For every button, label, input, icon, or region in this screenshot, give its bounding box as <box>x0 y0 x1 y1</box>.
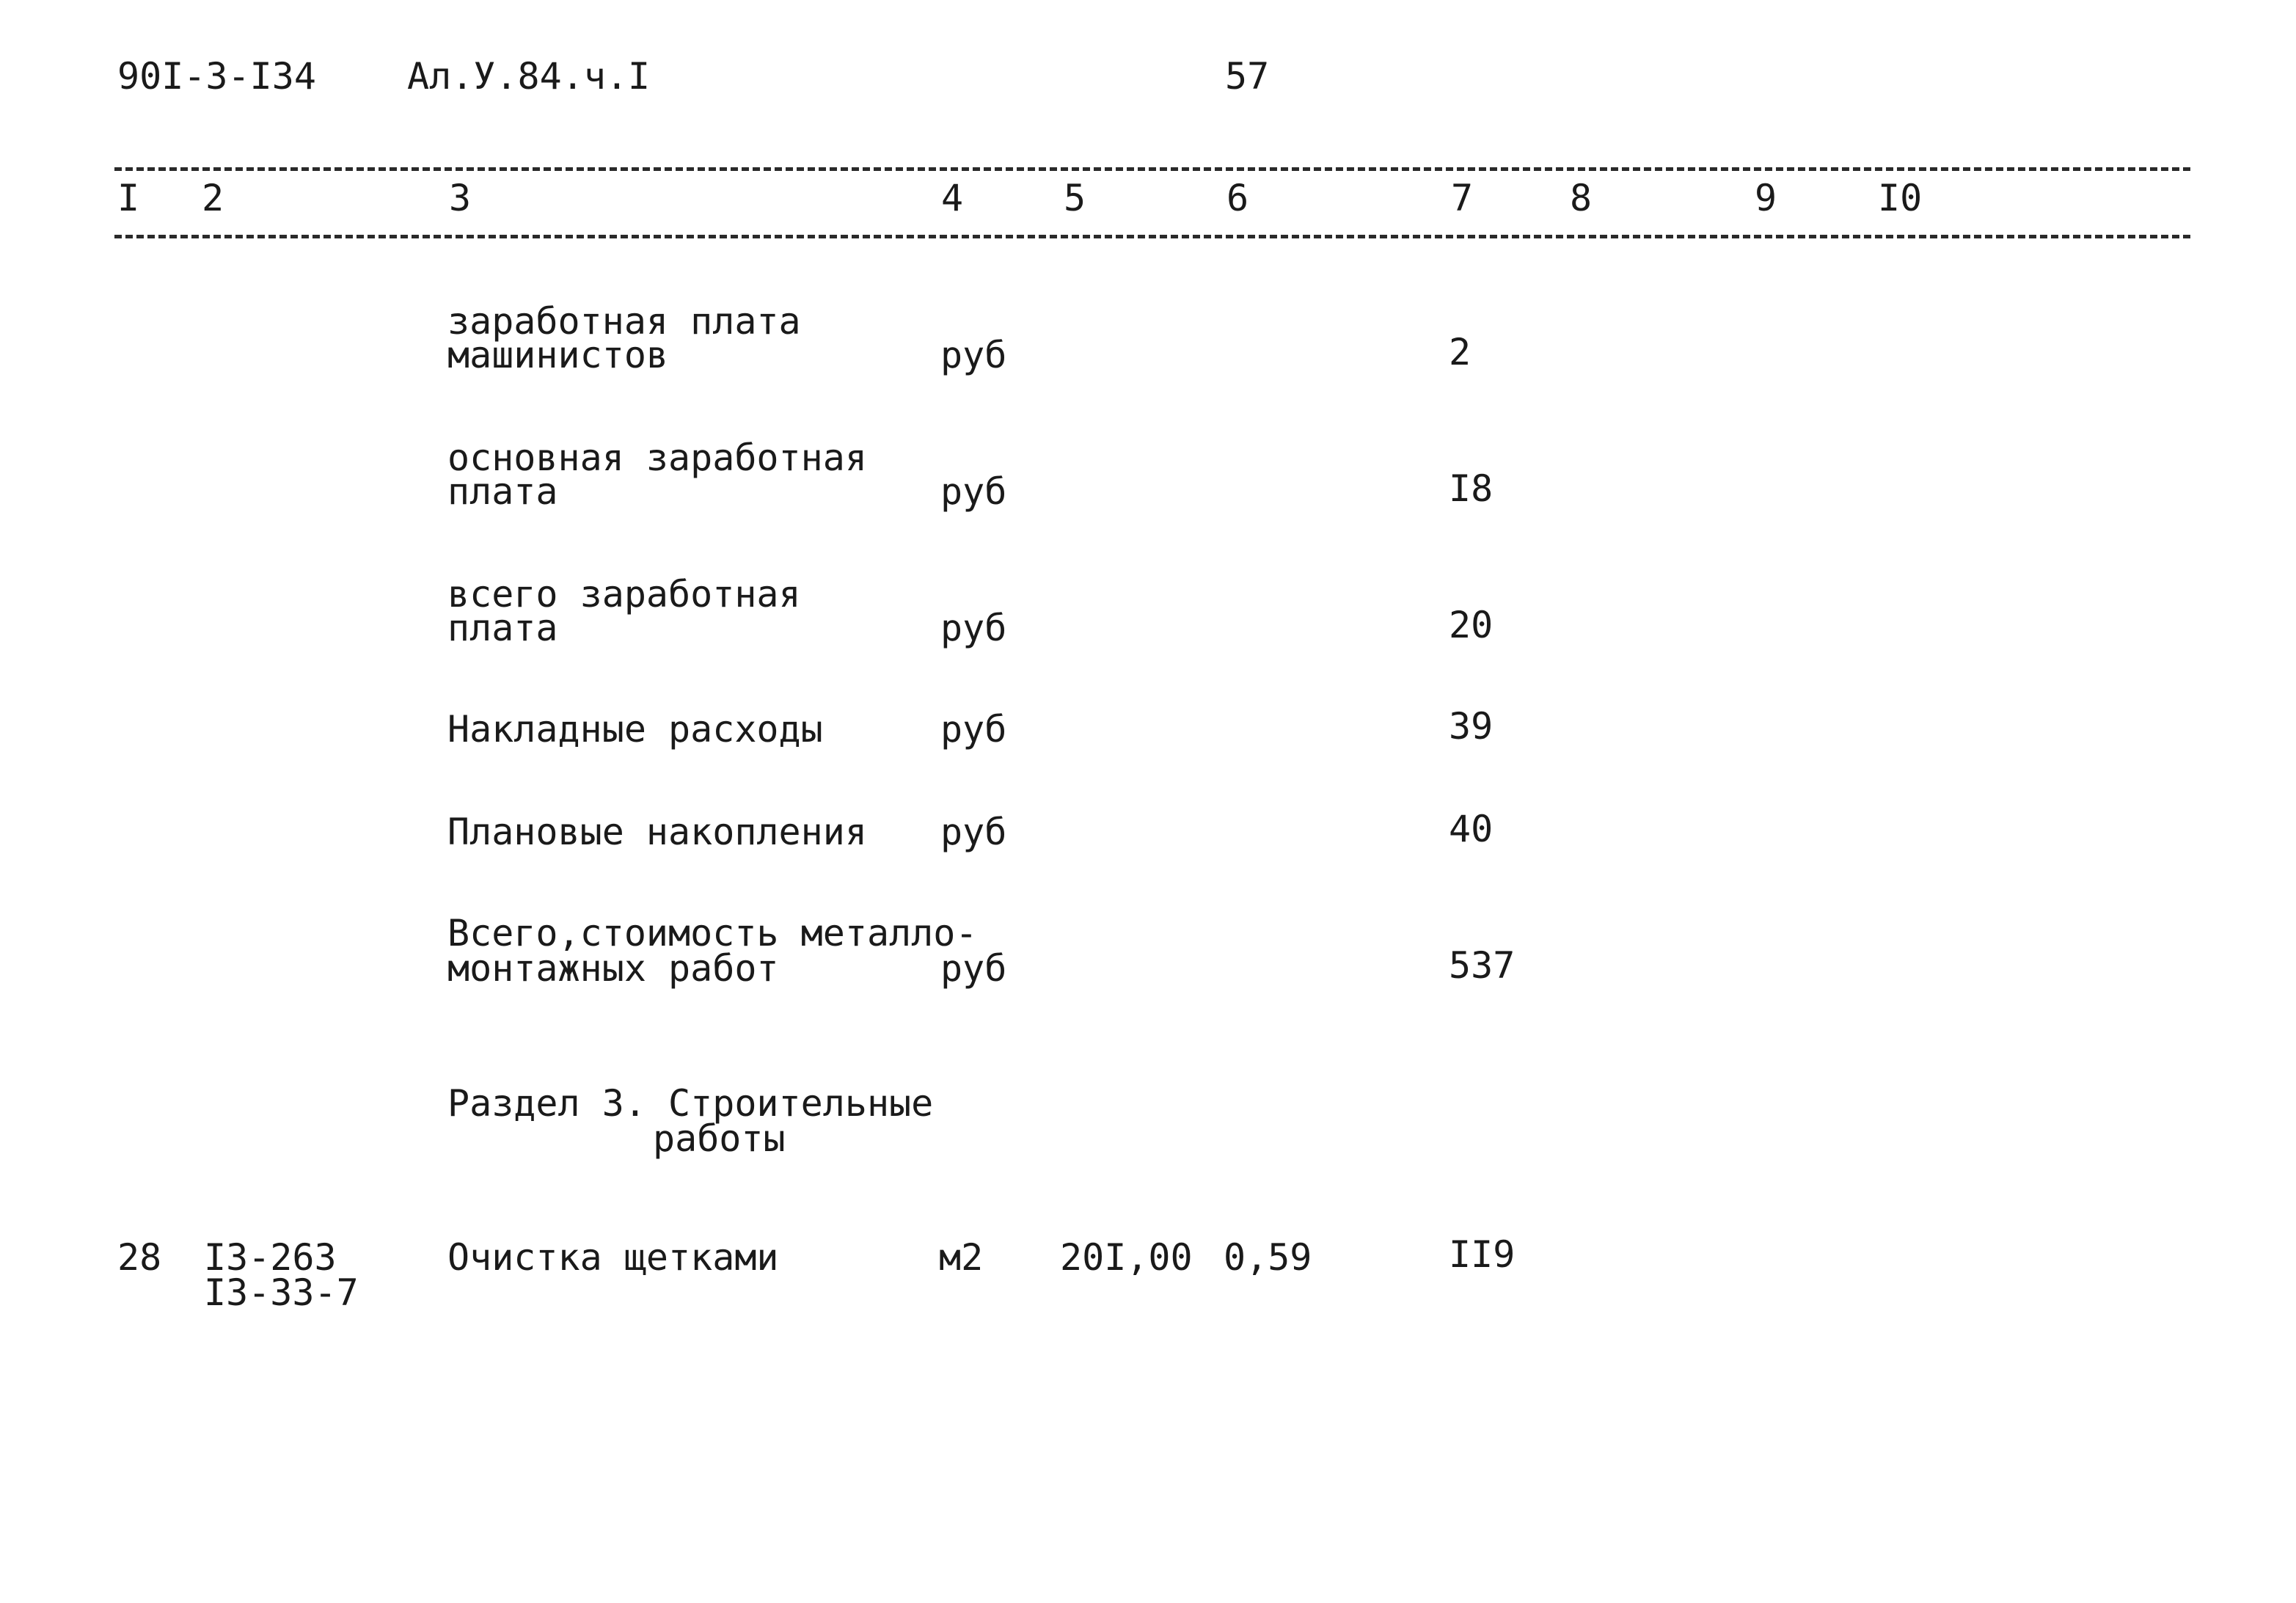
item-number: 28 <box>117 1236 162 1279</box>
item-unit: м2 <box>939 1236 984 1279</box>
item-code-line1: I3-263 <box>204 1236 337 1279</box>
row-name-line2: монтажных работ <box>447 947 779 990</box>
row-name-line2: плата <box>447 607 558 649</box>
row-name-line2: плата <box>447 470 558 513</box>
row-col7-value: 40 <box>1449 808 1494 850</box>
item-name: Очистка щетками <box>447 1236 779 1279</box>
row-name-line1: основная заработная <box>447 437 867 479</box>
row-unit: руб <box>940 334 1007 376</box>
bottom-dashed-rule <box>114 235 2190 238</box>
col-number-3: 3 <box>449 177 472 219</box>
col-number-9: 9 <box>1755 177 1777 219</box>
row-unit: руб <box>940 708 1007 751</box>
col-number-7: 7 <box>1451 177 1474 219</box>
row-col7-value: 537 <box>1449 944 1516 987</box>
doc-code: 90I-3-I34 <box>117 55 316 98</box>
item-total: II9 <box>1449 1233 1516 1276</box>
row-name-line1: Накладные расходы <box>447 708 823 751</box>
col-number-8: 8 <box>1570 177 1593 219</box>
col-number-2: 2 <box>202 177 224 219</box>
row-name-line1: Всего,стоимость металло- <box>447 912 978 954</box>
section-heading-cont: работы <box>653 1117 786 1160</box>
col-number-1: I <box>117 177 140 219</box>
row-col7-value: 20 <box>1449 604 1494 646</box>
col-number-10: I0 <box>1878 177 1923 219</box>
col-number-6: 6 <box>1226 177 1249 219</box>
row-name-line1: всего заработная <box>447 573 801 616</box>
row-name-line1: Плановые накопления <box>447 811 867 853</box>
row-name-line1: заработная плата <box>447 300 801 343</box>
page-number: 57 <box>1225 55 1270 98</box>
row-unit: руб <box>940 947 1007 990</box>
section-heading: Раздел 3. Строительные <box>447 1082 934 1125</box>
col-number-5: 5 <box>1064 177 1086 219</box>
col-number-4: 4 <box>941 177 964 219</box>
row-unit: руб <box>940 607 1007 649</box>
item-unit-price: 0,59 <box>1224 1236 1312 1279</box>
row-name-line2: машинистов <box>447 334 669 376</box>
row-col7-value: 39 <box>1449 705 1494 748</box>
row-unit: руб <box>940 470 1007 513</box>
row-col7-value: I8 <box>1449 467 1494 510</box>
item-code-line2: I3-33-7 <box>204 1271 359 1314</box>
item-quantity: 20I,00 <box>1060 1236 1193 1279</box>
top-dashed-rule <box>114 167 2190 171</box>
album-ref: Ал.У.84.ч.I <box>407 55 651 98</box>
row-unit: руб <box>940 811 1007 853</box>
row-col7-value: 2 <box>1449 331 1471 373</box>
